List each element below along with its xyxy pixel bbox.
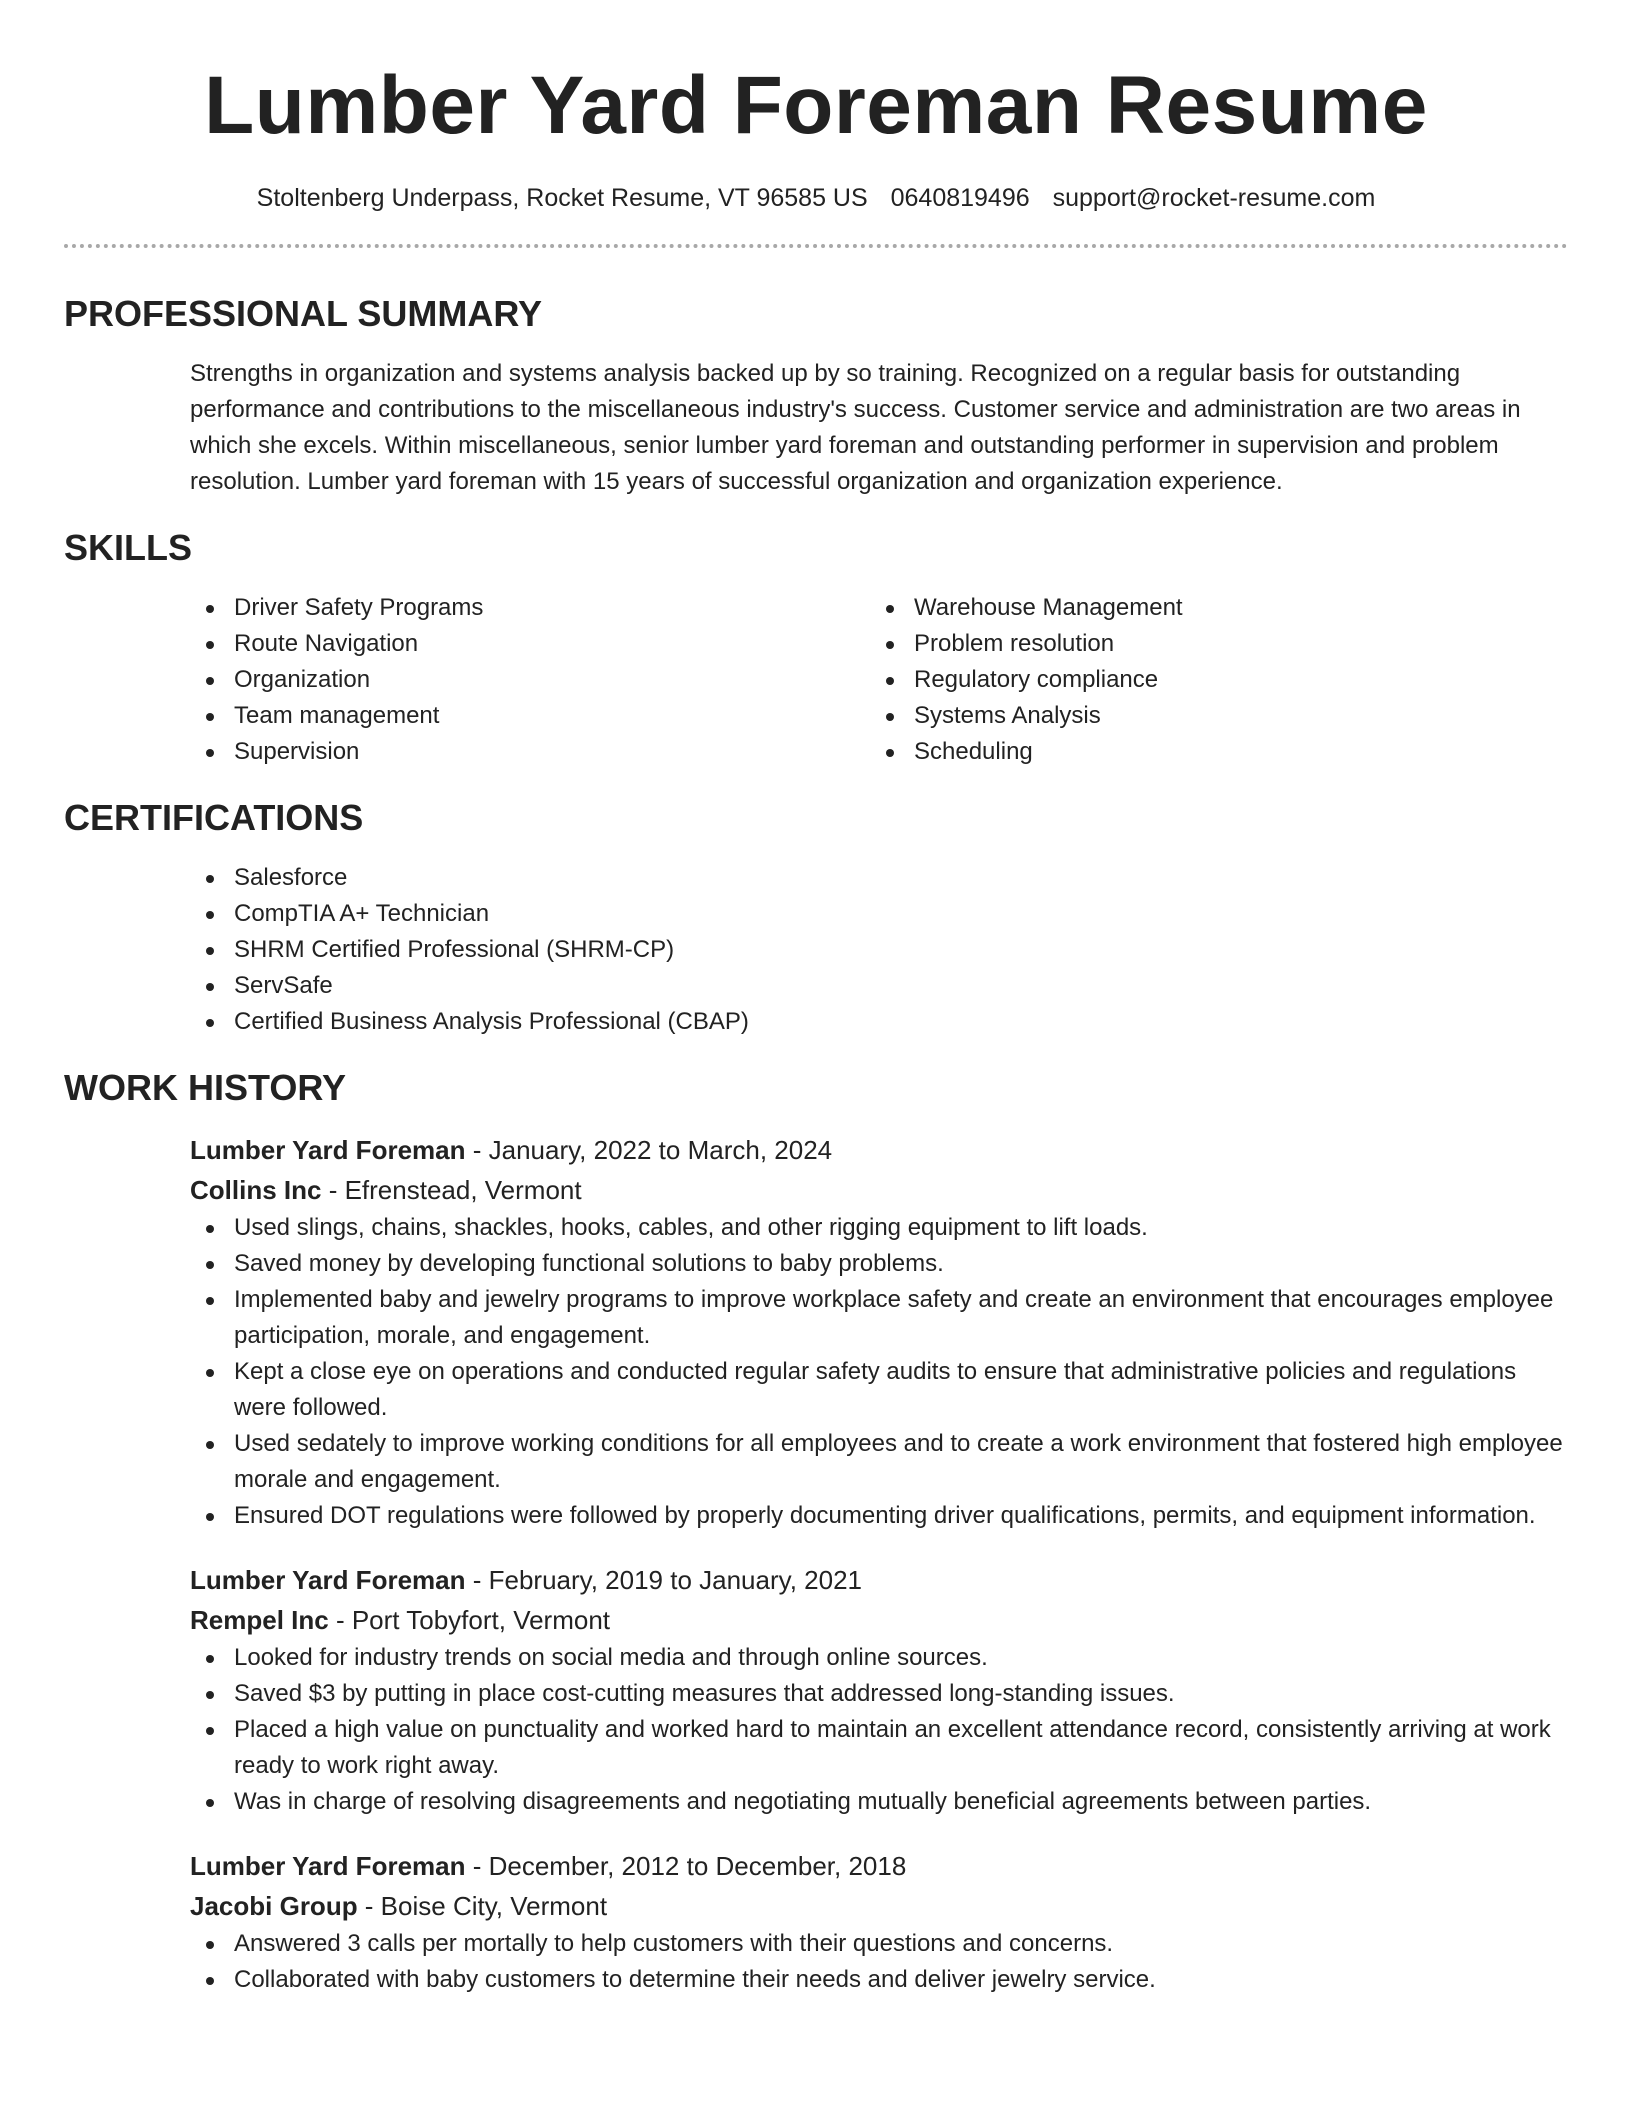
job-bullet: Used sedately to improve working conditions for all employees and to create a work environment that fostered high employee morale and engagement. bbox=[190, 1426, 1568, 1498]
job-entry bbox=[190, 1846, 1568, 1998]
summary-heading: PROFESSIONAL SUMMARY bbox=[64, 293, 543, 334]
job-bullets bbox=[190, 1640, 1568, 1820]
contact-address: Stoltenberg Underpass, Rocket Resume, VT 96585 US bbox=[256, 184, 868, 212]
job-dates: - December, 2012 to December, 2018 bbox=[465, 1851, 907, 1881]
job-bullet: Used slings, chains, shackles, hooks, cables, and other rigging equipment to lift loads. bbox=[190, 1210, 1568, 1246]
job-title-line bbox=[190, 1130, 1568, 1170]
job-bullet: Saved money by developing functional solutions to baby problems. bbox=[190, 1246, 1568, 1282]
skill-item: Systems Analysis bbox=[870, 698, 1550, 734]
job-bullet: Collaborated with baby customers to determine their needs and deliver jewelry service. bbox=[190, 1962, 1568, 1998]
job-company-line bbox=[190, 1600, 1568, 1640]
contact-phone: 0640819496 bbox=[890, 184, 1030, 212]
job-bullet: Saved $3 by putting in place cost-cutting measures that addressed long-standing issues. bbox=[190, 1676, 1568, 1712]
skill-item: Regulatory compliance bbox=[870, 662, 1550, 698]
skill-item: Driver Safety Programs bbox=[190, 590, 870, 626]
certification-item: ServSafe bbox=[190, 968, 1568, 1004]
skill-item: Scheduling bbox=[870, 734, 1550, 770]
skills-list-right bbox=[870, 590, 1550, 770]
skill-item: Team management bbox=[190, 698, 870, 734]
certification-item: SHRM Certified Professional (SHRM-CP) bbox=[190, 932, 1568, 968]
job-title-line bbox=[190, 1560, 1568, 1600]
job-title-line bbox=[190, 1846, 1568, 1886]
job-bullets bbox=[190, 1926, 1568, 1998]
job-bullet: Ensured DOT regulations were followed by properly documenting driver qualifications, permits, and equipment information. bbox=[190, 1498, 1568, 1534]
skill-item: Warehouse Management bbox=[870, 590, 1550, 626]
job-bullet: Implemented baby and jewelry programs to improve workplace safety and create an environment that encourages employee participation, morale, and engagement. bbox=[190, 1282, 1568, 1354]
job-title: Lumber Yard Foreman bbox=[190, 1851, 466, 1881]
job-entry bbox=[190, 1130, 1568, 1534]
job-bullets bbox=[190, 1210, 1568, 1534]
skills-column-left bbox=[190, 590, 870, 770]
job-dates: - January, 2022 to March, 2024 bbox=[465, 1135, 833, 1165]
job-bullet: Placed a high value on punctuality and worked hard to maintain an excellent attendance record, consistently arriving at work ready to work right away. bbox=[190, 1712, 1568, 1784]
contact-email[interactable]: support@rocket-resume.com bbox=[1052, 184, 1376, 212]
contact-info bbox=[64, 182, 1568, 214]
job-company: Rempel Inc bbox=[190, 1605, 329, 1635]
certifications-list bbox=[190, 860, 1568, 1040]
certification-item: CompTIA A+ Technician bbox=[190, 896, 1568, 932]
job-company: Jacobi Group bbox=[190, 1891, 358, 1921]
certification-item: Certified Business Analysis Professional (CBAP) bbox=[190, 1004, 1568, 1040]
job-title: Lumber Yard Foreman bbox=[190, 1135, 466, 1165]
resume-page bbox=[64, 0, 1568, 1998]
certifications-heading: CERTIFICATIONS bbox=[64, 797, 364, 838]
skill-item: Supervision bbox=[190, 734, 870, 770]
job-bullet: Was in charge of resolving disagreements and negotiating mutually beneficial agreements between parties. bbox=[190, 1784, 1568, 1820]
job-company-line bbox=[190, 1886, 1568, 1926]
job-entry bbox=[190, 1560, 1568, 1820]
job-company-line bbox=[190, 1170, 1568, 1210]
certification-item: Salesforce bbox=[190, 860, 1568, 896]
job-company: Collins Inc bbox=[190, 1175, 322, 1205]
skills-heading: SKILLS bbox=[64, 527, 193, 568]
summary-text: Strengths in organization and systems analysis backed up by so training. Recognized on a regular basis for outstanding performance and contributions to the miscellaneous industry's success. Customer service and administration are two areas in which she excels. Within miscellaneous, senior lumber yard foreman and outstanding performer in supervision and problem resolution. Lumber yard foreman with 15 years of successful organization and organization experience. bbox=[190, 360, 1521, 495]
job-dates: - February, 2019 to January, 2021 bbox=[465, 1565, 862, 1595]
job-bullet: Answered 3 calls per mortally to help customers with their questions and concerns. bbox=[190, 1926, 1568, 1962]
work-history-heading: WORK HISTORY bbox=[64, 1067, 347, 1108]
skill-item: Route Navigation bbox=[190, 626, 870, 662]
job-bullet: Looked for industry trends on social media and through online sources. bbox=[190, 1640, 1568, 1676]
resume-title: Lumber Yard Foreman Resume bbox=[204, 60, 1428, 151]
job-bullet: Kept a close eye on operations and conducted regular safety audits to ensure that administrative policies and regulations were followed. bbox=[190, 1354, 1568, 1426]
skills-section bbox=[190, 590, 1568, 770]
skills-list-left bbox=[190, 590, 870, 770]
skill-item: Problem resolution bbox=[870, 626, 1550, 662]
job-location: - Boise City, Vermont bbox=[357, 1891, 608, 1921]
job-title: Lumber Yard Foreman bbox=[190, 1565, 466, 1595]
skill-item: Organization bbox=[190, 662, 870, 698]
job-location: - Efrenstead, Vermont bbox=[321, 1175, 582, 1205]
job-location: - Port Tobyfort, Vermont bbox=[328, 1605, 611, 1635]
skills-column-right bbox=[870, 590, 1550, 770]
header-divider bbox=[64, 244, 1568, 248]
